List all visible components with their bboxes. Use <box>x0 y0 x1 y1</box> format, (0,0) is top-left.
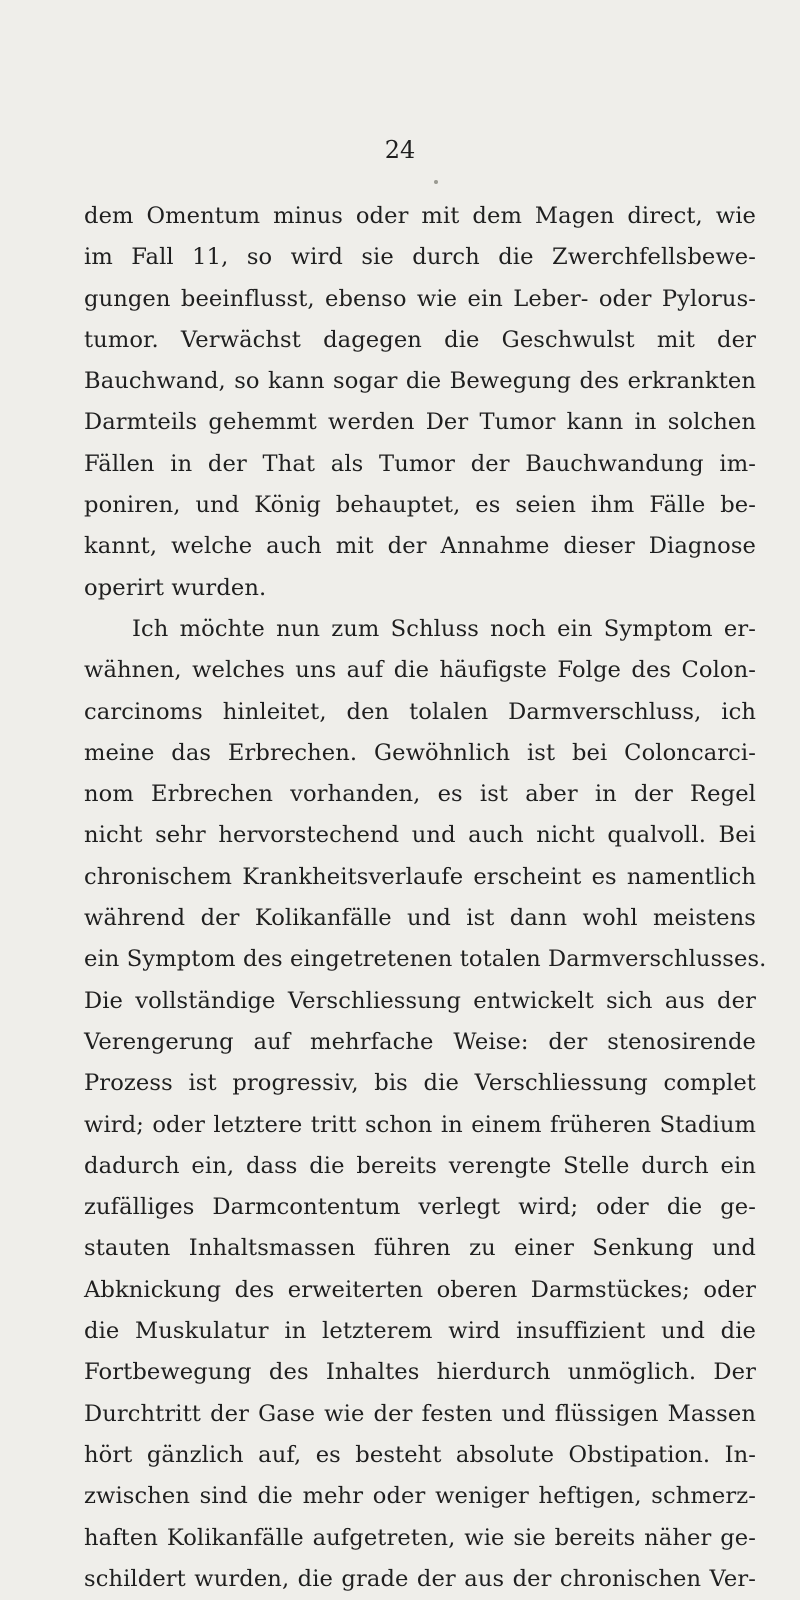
text-line: carcinoms hinleitet, den tolalen Darmverschluss, ich <box>84 698 756 725</box>
print-speck <box>434 180 438 184</box>
text-line: die Muskulatur in letzterem wird insuffizient und die <box>84 1318 756 1345</box>
text-line: schildert wurden, die grade der aus der chronischen Ver- <box>84 1565 756 1592</box>
text-line: hört gänzlich auf, es besteht absolute Obstipation. In- <box>84 1441 756 1468</box>
text-line: zufälliges Darmcontentum verlegt wird; oder die ge- <box>84 1194 756 1221</box>
text-line: wird; oder letztere tritt schon in einem früheren Stadium <box>84 1111 756 1138</box>
body-text <box>84 196 767 1600</box>
text-line: im Fall 11, so wird sie durch die Zwerchfellsbewe- <box>84 244 756 271</box>
text-line: Abknickung des erweiterten oberen Darmstückes; oder <box>84 1276 756 1303</box>
text-line: kannt, welche auch mit der Annahme dieser Diagnose <box>84 533 756 560</box>
text-line: nom Erbrechen vorhanden, es ist aber in der Regel <box>84 781 756 808</box>
text-line: ein Symptom des eingetretenen totalen Darmverschlusses. <box>84 946 767 973</box>
text-line: nicht sehr hervorstechend und auch nicht qualvoll. Bei <box>84 822 756 849</box>
text-line: Fortbewegung des Inhaltes hierdurch unmöglich. Der <box>84 1359 756 1386</box>
text-line: poniren, und König behauptet, es seien ihm Fälle be- <box>84 492 756 519</box>
text-line: dem Omentum minus oder mit dem Magen direct, wie <box>84 203 756 229</box>
text-line: Prozess ist progressiv, bis die Verschliessung complet <box>84 1070 756 1097</box>
text-line: meine das Erbrechen. Gewöhnlich ist bei Coloncarci- <box>84 739 756 766</box>
text-line: Durchtritt der Gase wie der festen und flüssigen Massen <box>84 1400 756 1427</box>
text-line: Ich möchte nun zum Schluss noch ein Symptom er- <box>132 615 756 642</box>
page-number: 24 <box>384 136 416 164</box>
text-line: stauten Inhaltsmassen führen zu einer Senkung und <box>84 1235 756 1262</box>
text-line: gungen beeinflusst, ebenso wie ein Leber- oder Pylorus- <box>84 285 756 312</box>
text-line: Die vollständige Verschliessung entwickelt sich aus der <box>84 987 756 1014</box>
text-line: Darmteils gehemmt werden Der Tumor kann in solchen <box>84 409 756 436</box>
text-line: Verengerung auf mehrfache Weise: der stenosirende <box>84 1028 756 1055</box>
text-line: während der Kolikanfälle und ist dann wohl meistens <box>84 905 756 932</box>
text-line: chronischem Krankheitsverlaufe erscheint es namentlich <box>84 863 756 890</box>
text-line: Bauchwand, so kann sogar die Bewegung des erkrankten <box>84 368 756 395</box>
text-line: Fällen in der That als Tumor der Bauchwandung im- <box>84 450 756 477</box>
text-line: operirt wurden. <box>84 574 267 601</box>
text-line: haften Kolikanfälle aufgetreten, wie sie bereits näher ge- <box>84 1524 756 1551</box>
text-line: dadurch ein, dass die bereits verengte Stelle durch ein <box>84 1152 756 1179</box>
text-line: zwischen sind die mehr oder weniger heftigen, schmerz- <box>84 1483 756 1510</box>
text-line: tumor. Verwächst dagegen die Geschwulst mit der <box>84 326 756 353</box>
text-line: wähnen, welches uns auf die häufigste Folge des Colon- <box>84 657 756 684</box>
